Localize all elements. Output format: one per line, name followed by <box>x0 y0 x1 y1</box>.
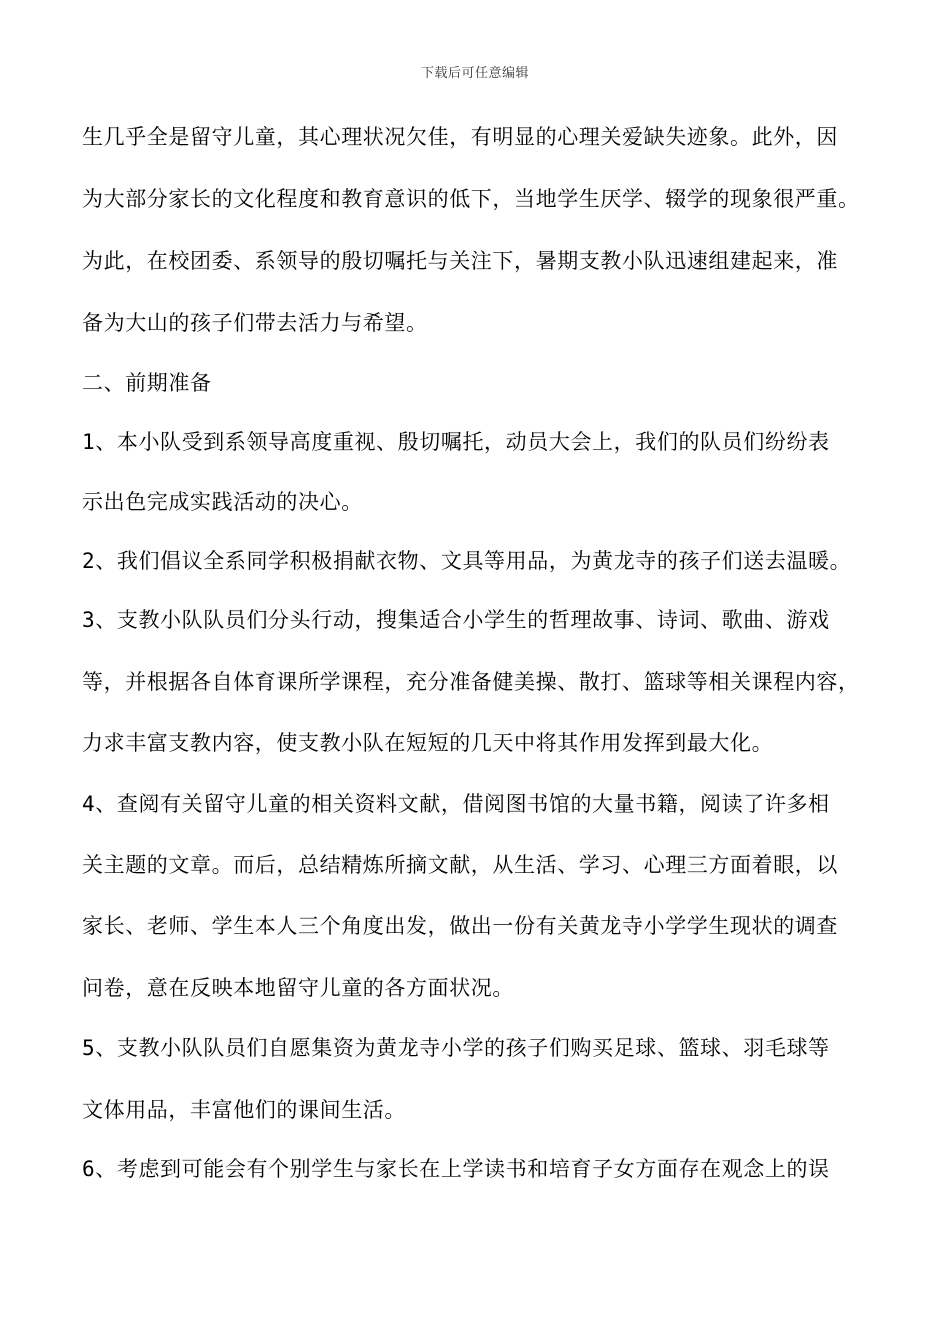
body-line: 备为大山的孩子们带去活力与希望。 <box>82 311 428 335</box>
body-line: 6、考虑到可能会有个别学生与家长在上学读书和培育子女方面存在观念上的误 <box>82 1157 830 1181</box>
body-line: 为此，在校团委、系领导的殷切嘱托与关注下，暑期支教小队迅速组建起来，准 <box>82 249 838 273</box>
body-line: 关主题的文章。而后，总结精炼所摘文献，从生活、学习、心理三方面着眼，以 <box>82 853 838 877</box>
body-line: 家长、老师、学生本人三个角度出发，做出一份有关黄龙寺小学学生现状的调查 <box>82 914 838 938</box>
body-line: 文体用品，丰富他们的课间生活。 <box>82 1098 406 1122</box>
body-line: 为大部分家长的文化程度和教育意识的低下，当地学生厌学、辍学的现象很严重。 <box>82 187 860 211</box>
body-line: 1、本小队受到系领导高度重视、殷切嘱托，动员大会上，我们的队员们纷纷表 <box>82 430 830 454</box>
body-line: 示出色完成实践活动的决心。 <box>82 490 363 514</box>
body-line: 2、我们倡议全系同学积极捐献衣物、文具等用品，为黄龙寺的孩子们送去温暖。 <box>82 549 852 573</box>
body-line: 5、支教小队队员们自愿集资为黄龙寺小学的孩子们购买足球、篮球、羽毛球等 <box>82 1036 830 1060</box>
body-line: 问卷，意在反映本地留守儿童的各方面状况。 <box>82 976 514 1000</box>
section-heading: 二、前期准备 <box>82 371 212 395</box>
body-line: 力求丰富支教内容，使支教小队在短短的几天中将其作用发挥到最大化。 <box>82 731 774 755</box>
body-line: 生几乎全是留守儿童，其心理状况欠佳，有明显的心理关爱缺失迹象。此外，因 <box>82 125 838 149</box>
body-line: 4、查阅有关留守儿童的相关资料文献，借阅图书馆的大量书籍，阅读了许多相 <box>82 792 830 816</box>
page-header: 下载后可任意编辑 <box>420 66 529 81</box>
body-line: 3、支教小队队员们分头行动，搜集适合小学生的哲理故事、诗词、歌曲、游戏 <box>82 608 830 632</box>
body-line: 等，并根据各自体育课所学课程，充分准备健美操、散打、篮球等相关课程内容， <box>82 670 860 694</box>
